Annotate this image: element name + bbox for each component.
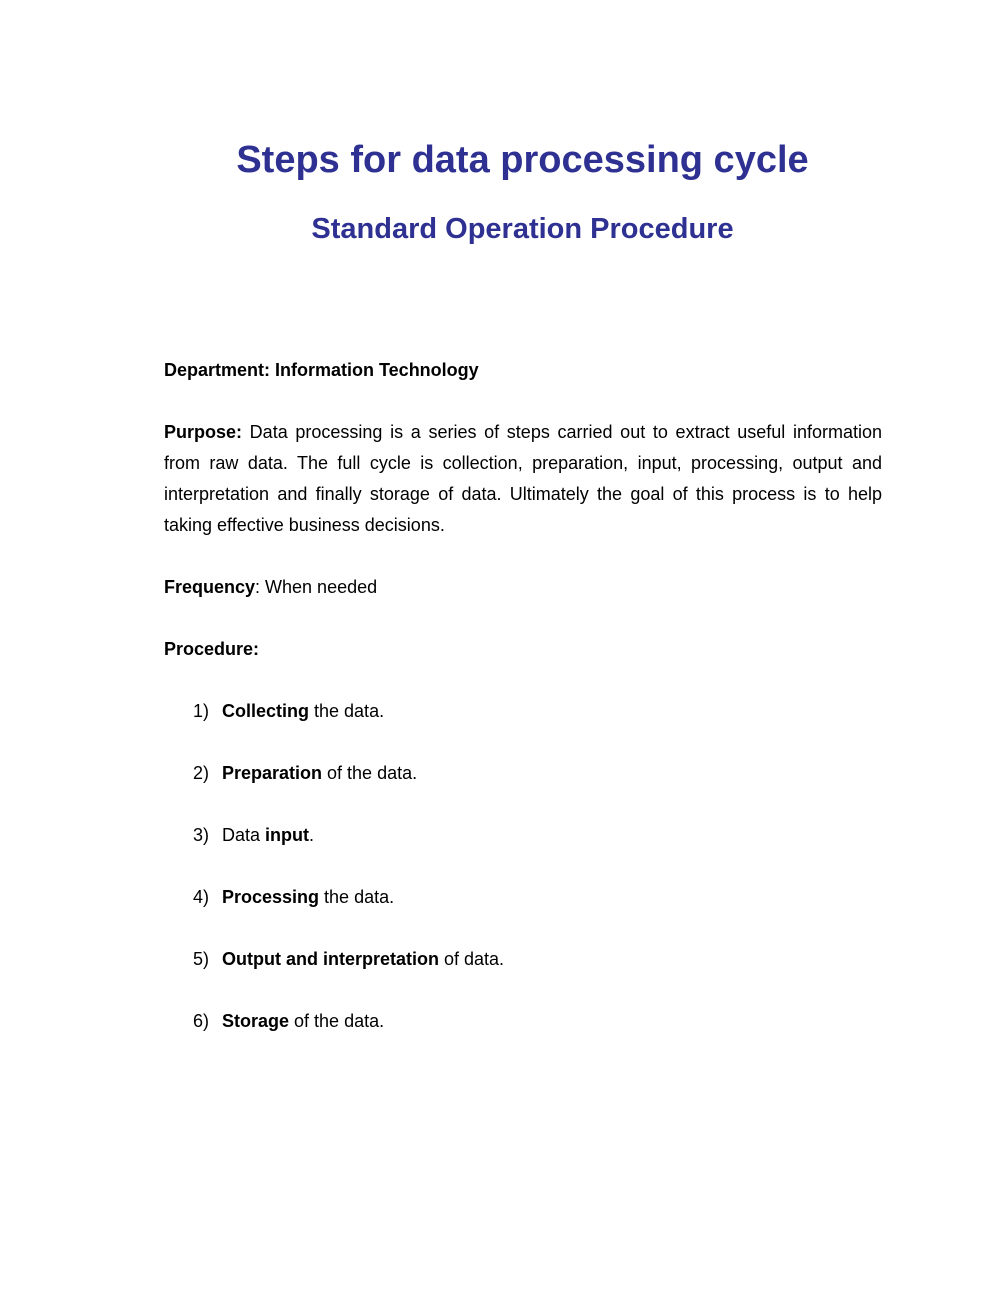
step-keyword: Preparation: [222, 763, 323, 783]
step-keyword: Output and interpretation: [222, 949, 439, 969]
procedure-label: Procedure:: [164, 639, 260, 659]
step-text-post: .: [309, 825, 315, 845]
step-text-post: of the data.: [322, 763, 418, 783]
step-keyword: Storage: [222, 1011, 290, 1031]
list-item: [164, 1006, 882, 1037]
step-text-post: of the data.: [289, 1011, 385, 1031]
list-item: [164, 944, 882, 975]
department-line: [164, 355, 882, 386]
purpose-text: Data processing is a series of steps carried out to extract useful information from raw data. The full cycle is collection, preparation, input, processing, output and interpretation and finally storage of data. Ultimately the goal of this process is to help taking effective business decisions.: [164, 422, 882, 535]
list-item: [164, 820, 882, 851]
frequency-label: Frequency: [164, 577, 256, 597]
list-item: [164, 882, 882, 913]
document-subtitle: Standard Operation Procedure: [311, 213, 734, 245]
purpose-paragraph: [164, 417, 882, 541]
step-text-pre: Data: [222, 825, 266, 845]
document-title: Steps for data processing cycle: [236, 139, 809, 181]
department-label: Department: Information Technology: [164, 360, 479, 380]
step-text-post: the data.: [309, 701, 385, 721]
step-number: 3): [193, 825, 210, 845]
list-item: [164, 696, 882, 727]
step-keyword: Processing: [222, 887, 320, 907]
step-number: 6): [193, 1011, 210, 1031]
list-item: [164, 758, 882, 789]
step-number: 5): [193, 949, 210, 969]
step-text-post: of data.: [438, 949, 505, 969]
frequency-line: [164, 572, 882, 603]
step-number: 1): [193, 701, 210, 721]
procedure-steps-list: [164, 696, 882, 1037]
frequency-text: : When needed: [255, 577, 378, 597]
step-keyword: Collecting: [222, 701, 310, 721]
step-text-post: the data.: [319, 887, 395, 907]
procedure-heading: [164, 634, 882, 665]
purpose-label: Purpose:: [164, 422, 243, 442]
step-number: 2): [193, 763, 210, 783]
step-keyword: input: [265, 825, 310, 845]
document-body: [164, 355, 882, 1068]
step-number: 4): [193, 887, 210, 907]
